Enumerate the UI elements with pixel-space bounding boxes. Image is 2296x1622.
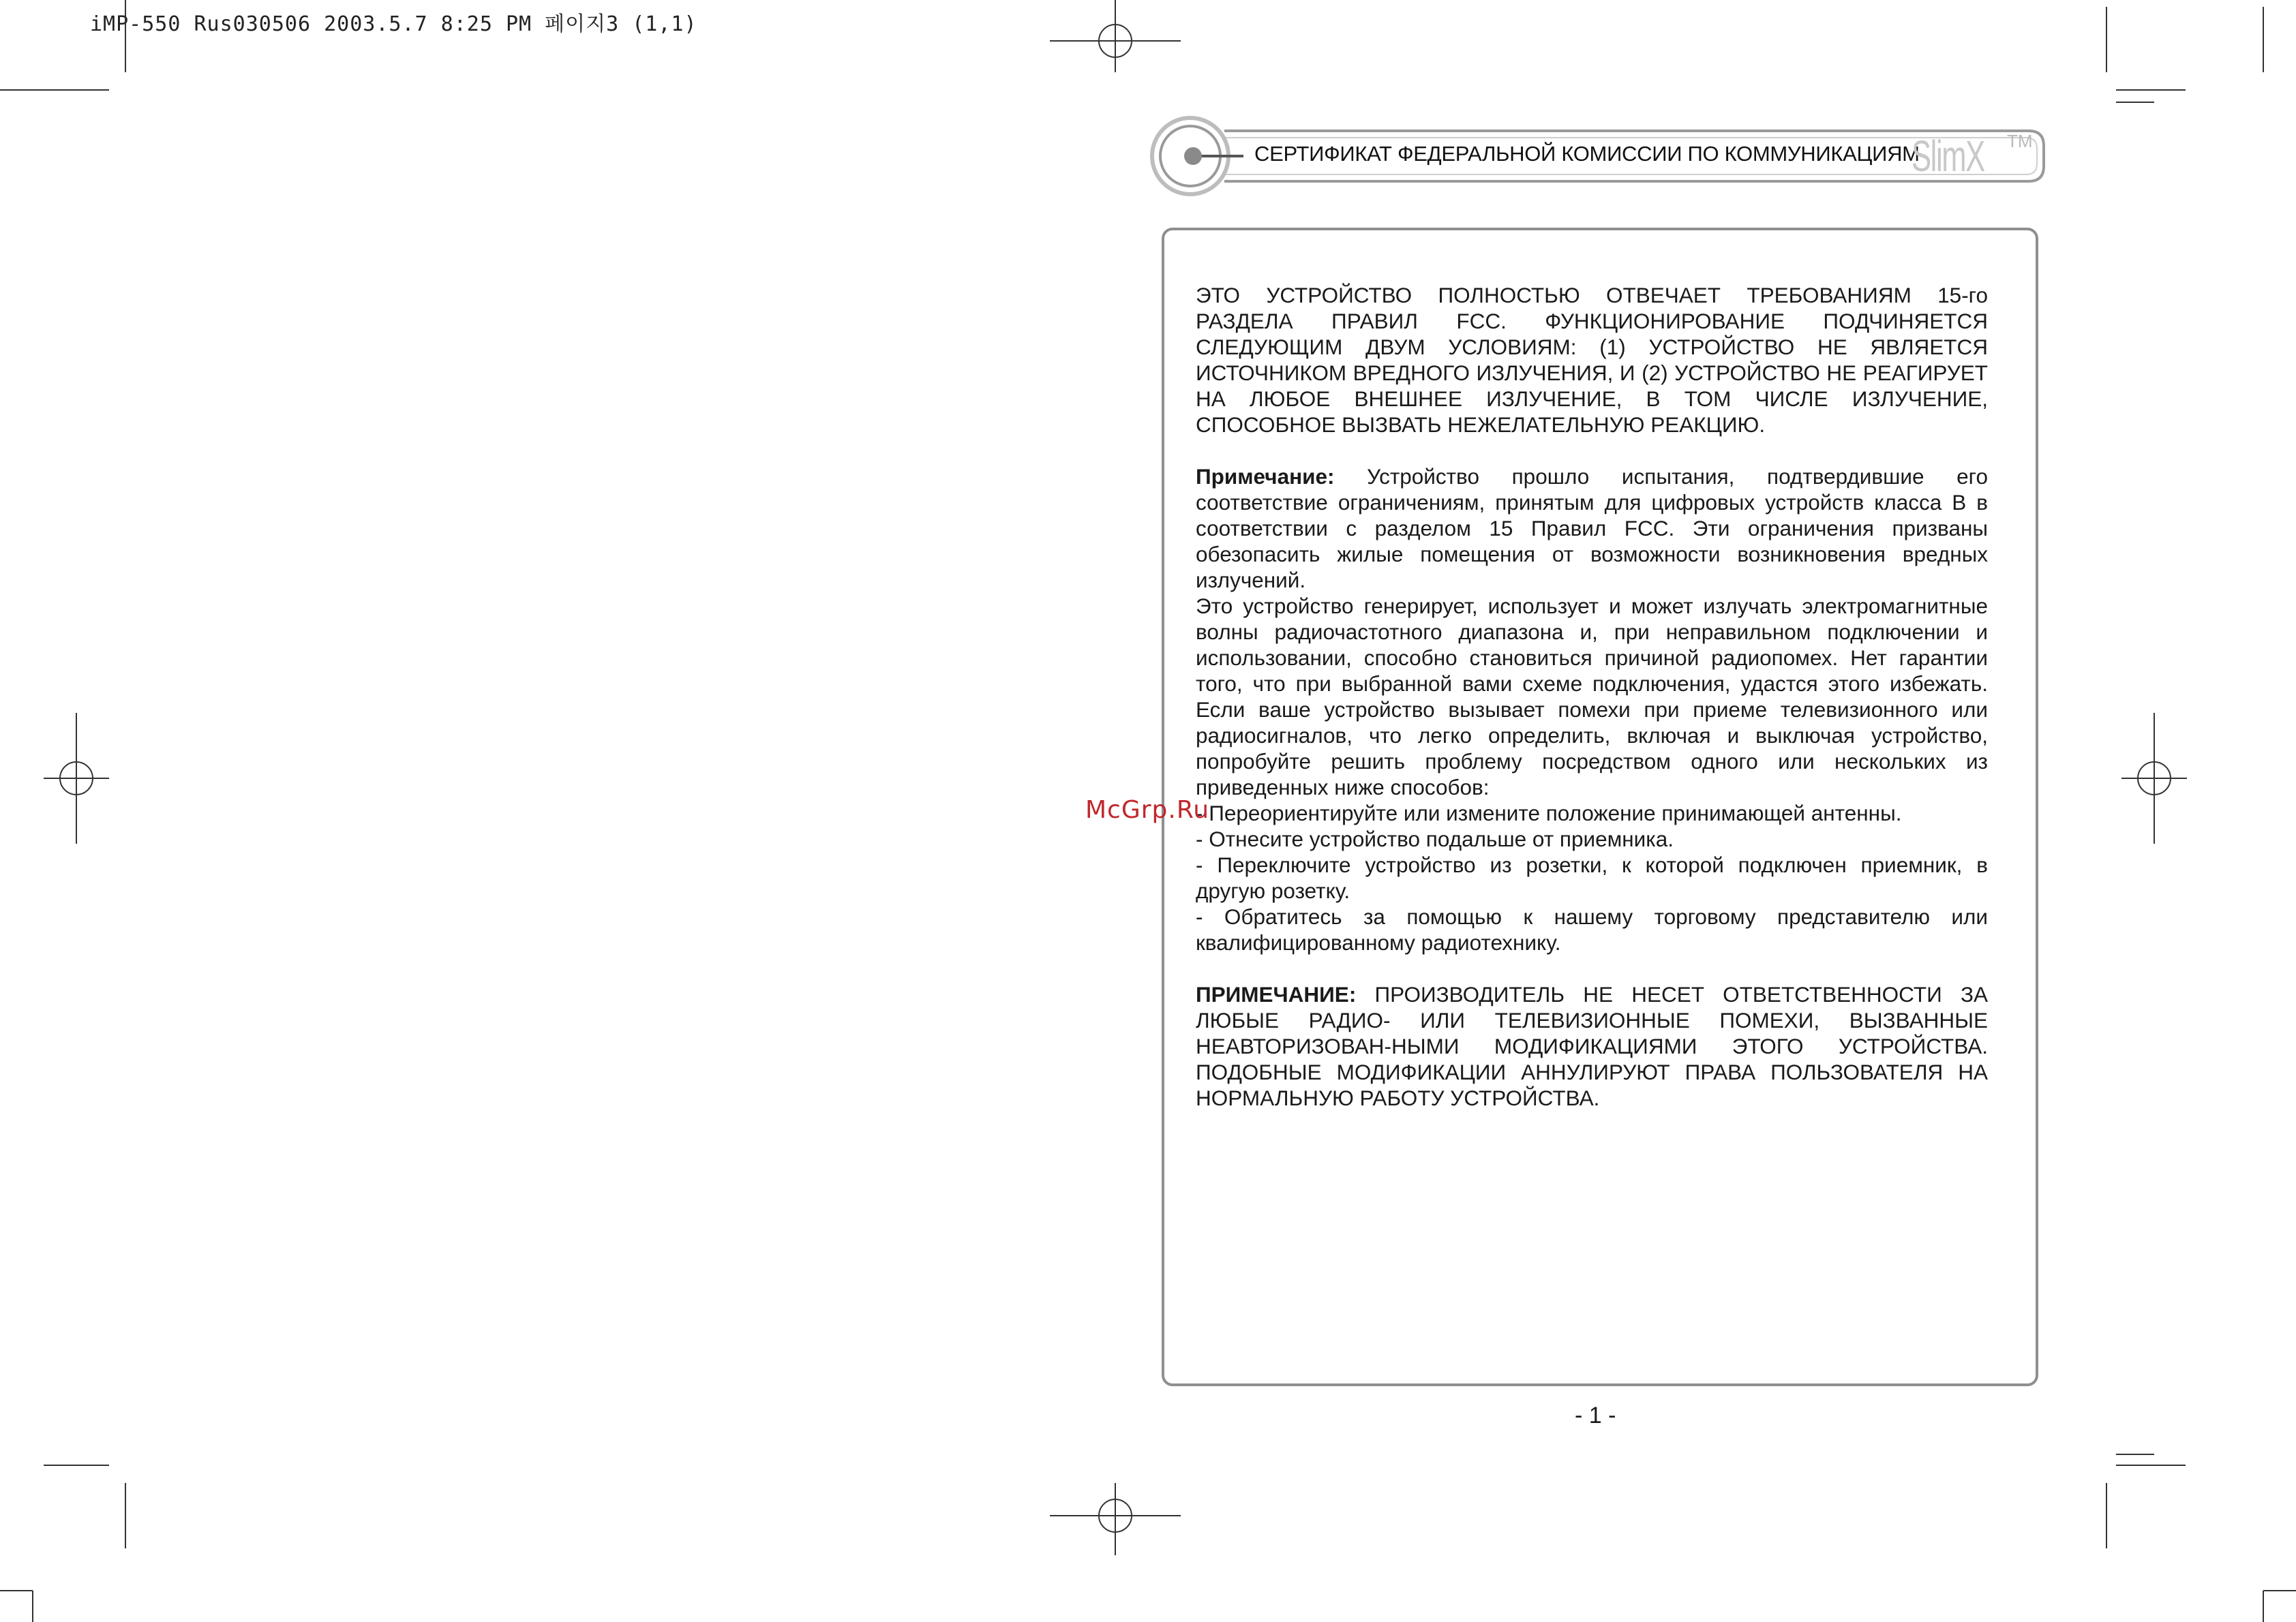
disclaimer-paragraph	[1196, 981, 1988, 1111]
header-title: СЕРТИФИКАТ ФЕДЕРАЛЬНОЙ КОМИССИИ ПО КОММУНИКАЦИЯМ	[1254, 142, 1920, 166]
site-watermark: McGrp.Ru	[1085, 796, 1210, 824]
header-banner	[1149, 114, 2045, 198]
list-item: - Переориентируйте или измените положение принимающей антенны.	[1196, 801, 1902, 825]
document-body	[1196, 282, 1988, 1111]
compliance-paragraph: ЭТО УСТРОЙСТВО ПОЛНОСТЬЮ ОТВЕЧАЕТ ТРЕБОВАНИЯМ 15-го РАЗДЕЛА ПРАВИЛ FCC. ФУНКЦИОНИРОВАНИЕ ПОДЧИНЯЕТСЯ СЛЕДУЮЩИМ ДВУМ УСЛОВИЯМ: (1) УСТРОЙСТВО НЕ ЯВЛЯЕТСЯ ИСТОЧНИКОМ ВРЕДНОГО ИЗЛУЧЕНИЯ, И (2) УСТРОЙСТВО НЕ РЕАГИРУЕТ НА ЛЮБОЕ ВНЕШНЕЕ ИЗЛУЧЕНИЕ, В ТОМ ЧИСЛЕ ИЗЛУЧЕНИЕ, СПОСОБНОЕ ВЫЗВАТЬ НЕЖЕЛАТЕЛЬНУЮ РЕАКЦИЮ.	[1196, 283, 1988, 437]
page-number: - 1 -	[1575, 1403, 1616, 1428]
brand-logo-text: SlimX	[1912, 132, 1984, 181]
note-label: Примечание:	[1196, 464, 1335, 489]
note-text: Устройство прошло испытания, подтвердившие его соответствие ограничениям, принятым для цифровых устройств класса B в соответствии с разделом 15 Правил FCC. Эти ограничения призваны обезопасить жилые помещения от возможности возникновения вредных излучений.	[1196, 464, 1988, 592]
interference-paragraph: Это устройство генерирует, использует и может излучать электромагнитные волны радиочастотного диапазона и, при неправильном подключении и использовании, способно становиться причиной радиопомех. Нет гарантии того, что при выбранной вами схеме подключения, удастся этого избежать. Если ваше устройство вызывает помехи при приеме телевизионного или радиосигналов, что легко определить, включая и выключая устройство, попробуйте решить проблему посредством одного или нескольких из приведенных ниже способов:	[1196, 594, 1988, 799]
disclaimer-label: ПРИМЕЧАНИЕ:	[1196, 982, 1357, 1007]
list-item: - Переключите устройство из розетки, к которой подключен приемник, в другую розетку.	[1196, 853, 1988, 903]
print-slug-header: iMP-550 Rus030506 2003.5.7 8:25 PM 페이지3 (1,1)	[90, 12, 697, 36]
list-item: - Обратитесь за помощью к нашему торговому представителю или квалифицированному радиотехнику.	[1196, 904, 1988, 955]
note-paragraph	[1196, 463, 1988, 593]
disclaimer-text: ПРОИЗВОДИТЕЛЬ НЕ НЕСЕТ ОТВЕТСТВЕННОСТИ ЗА ЛЮБЫЕ РАДИО- ИЛИ ТЕЛЕВИЗИОННЫЕ ПОМЕХИ, ВЫЗВАННЫЕ НЕАВТОРИЗОВАН-НЫМИ МОДИФИКАЦИЯМИ ЭТОГО УСТРОЙСТВА. ПОДОБНЫЕ МОДИФИКАЦИИ АННУЛИРУЮТ ПРАВА ПОЛЬЗОВАТЕЛЯ НА НОРМАЛЬНУЮ РАБОТУ УСТРОЙСТВА.	[1196, 982, 1988, 1110]
brand-trademark: TM	[2007, 131, 2033, 151]
list-item: - Отнесите устройство подальше от приемника.	[1196, 827, 1674, 851]
